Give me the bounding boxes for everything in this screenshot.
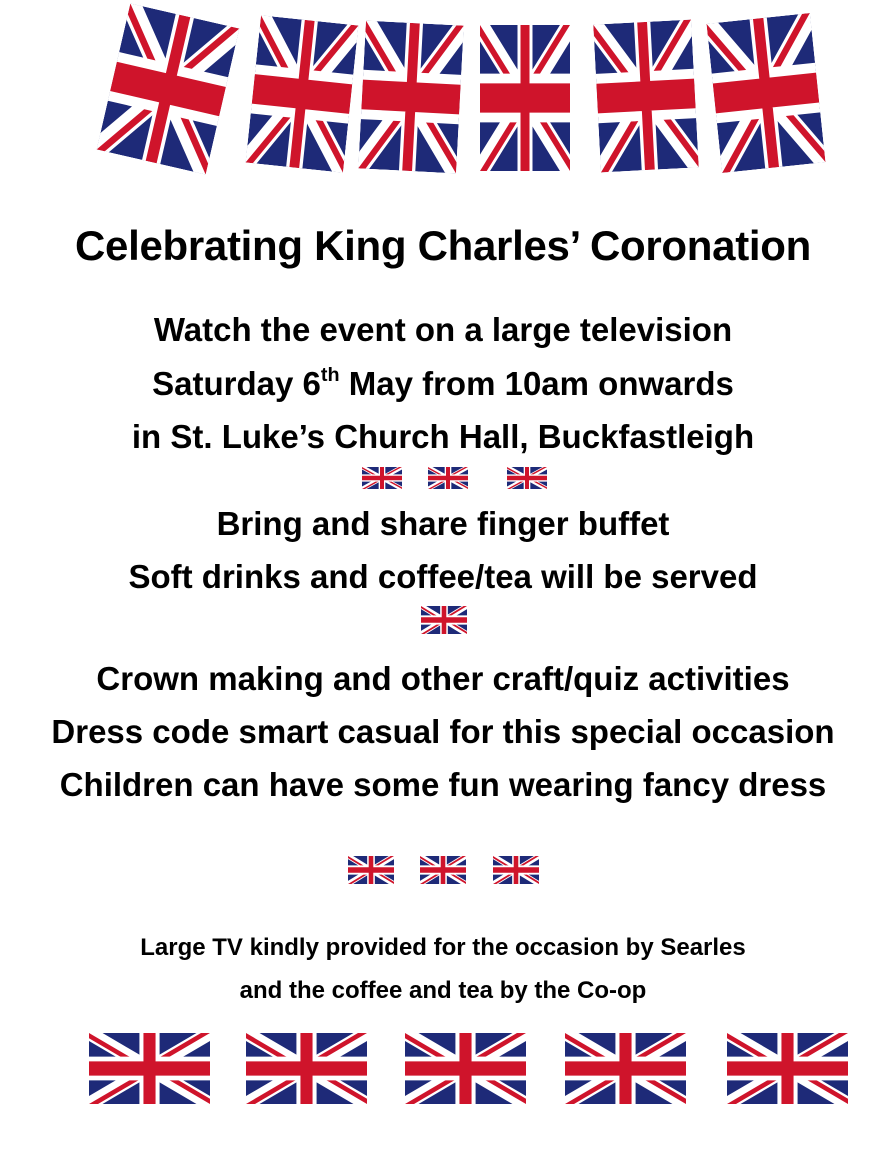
thanks-line-tv: Large TV kindly provided for the occasion by Searles [140,934,746,961]
union-jack-icon [507,467,547,489]
date-text: Saturday 6 [152,365,321,402]
union-jack-icon [727,1033,848,1104]
thanks-line-coop: and the coffee and tea by the Co-op [239,977,647,1004]
date-suffix: th [320,364,340,386]
union-jack-icon [89,1033,210,1104]
union-jack-icon [428,467,468,489]
activities-line-fancy-dress: Children can have some fun wearing fancy dress [59,766,827,803]
union-jack-icon [246,15,359,172]
union-jack-icon [362,467,402,489]
union-jack-icon [246,1033,367,1104]
union-jack-icon [593,20,699,173]
union-jack-icon [493,856,539,884]
union-jack-icon [706,13,825,173]
union-jack-icon [420,856,466,884]
union-jack-icon [358,21,464,174]
union-jack-icon [405,1033,526,1104]
union-jack-icon [348,856,394,884]
details-line-date [0,365,886,403]
union-jack-icon [565,1033,686,1104]
refreshments-line-buffet: Bring and share finger buffet [216,505,670,542]
union-jack-icon [421,606,467,634]
refreshments-line-drinks: Soft drinks and coffee/tea will be served [128,558,758,595]
activities-line-crafts: Crown making and other craft/quiz activities [96,660,790,697]
page-title: Celebrating King Charles’ Coronation [75,222,811,269]
activities-line-dress-code: Dress code smart casual for this special occasion [51,713,835,750]
date-time-text: May from 10am onwards [339,365,734,402]
details-line-venue: in St. Luke’s Church Hall, Buckfastleigh [131,418,755,455]
details-line-tv: Watch the event on a large television [153,311,733,348]
union-jack-icon [480,25,570,171]
union-jack-icon [97,3,240,174]
